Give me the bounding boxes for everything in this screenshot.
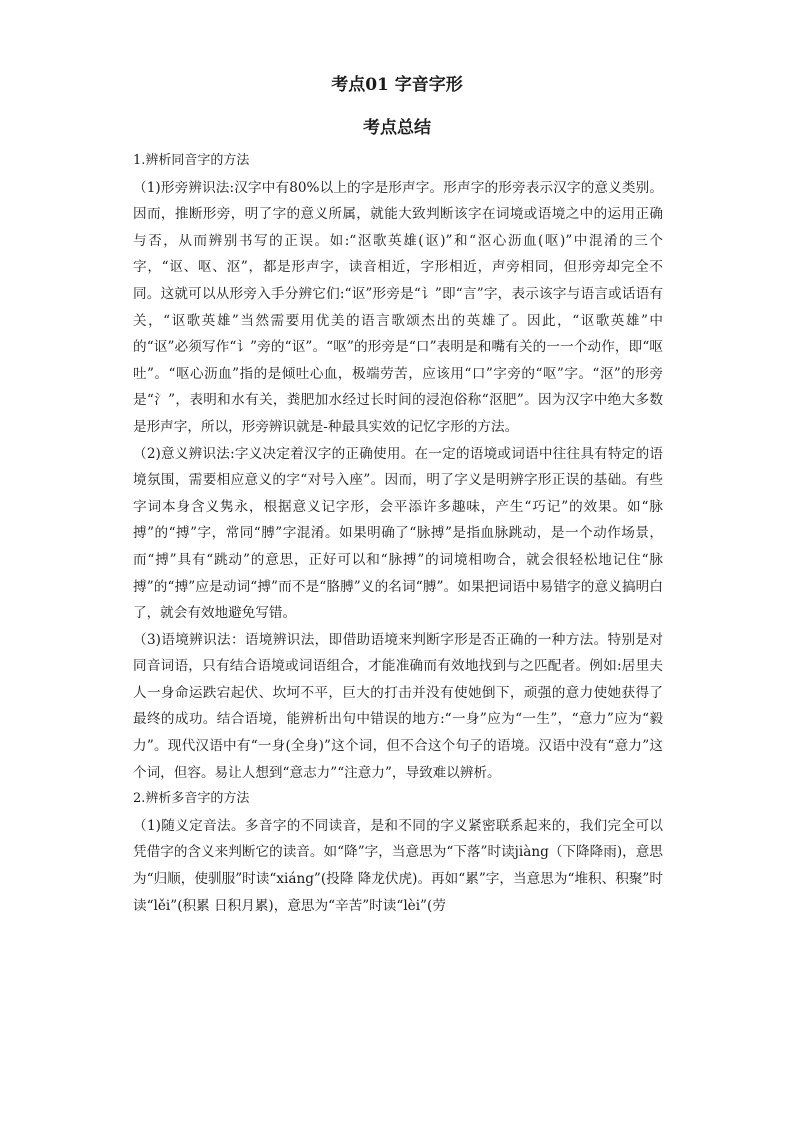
paragraph-meaning-pronunciation: （1)随义定音法。多音字的不同读音，是和不同的字义紧密联系起来的，我们完全可以凭借字的含义来判断它的读音。如“降”字，当意思为“下落”时读jiàng（下降降雨)，意思为“归顺，使驯服”时读“xiáng”(投降 降龙伏虎)。再如“累”字，当意思为“堆积、积聚”时读“lěi”(积累 日积月累)，意思为“辛苦”时读“lèi”(劳 — [133, 817, 663, 914]
section-heading-polyphones: 2.辨析多音字的方法 — [133, 791, 250, 807]
paragraph-radical-method: （1)形旁辨识法:汉字中有80%以上的字是形声字。形声字的形旁表示汉字的意义类别。因而，推断形旁，明了字的意义所属，就能大致判断该字在词境或语境之中的运用正确与否，从而辨别书写的正误。如:“沤歌英雄(讴)”和“沤心沥血(呕)”中混淆的三个字，“讴、呕、沤”，都是形声字，读音相近，字形相近，声旁相同，但形旁却完全不同。这就可以从形旁入手分辨它们:“讴”形旁是“讠”即“言”字，表示该字与语言或话语有关，“讴歌英雄”当然需要用优美的语言歌颂杰出的英雄了。因此，“讴歌英雄”中的“讴”必须写作“讠”旁的“讴”。“呕”的形旁是“口”表明是和嘴有关的一一个动作，即“呕吐”。“呕心沥血”指的是倾吐心血，极端劳苦，应该用“口”字旁的“呕”字。“沤”的形旁是“氵”，表明和水有关，粪肥加水经过长时间的浸泡俗称“沤肥”。因为汉字中绝大多数是形声字，所以，形旁辨识就是-种最具实效的记忆字形的方法。 — [133, 179, 663, 435]
document-body — [133, 148, 663, 919]
document-title: 考点01 字音字形 — [331, 75, 463, 95]
document-subtitle: 考点总结 — [363, 118, 431, 138]
section-heading-homophones: 1.辨析同音字的方法 — [133, 153, 250, 168]
paragraph-meaning-method: （2)意义辨识法:字义决定着汉字的正确使用。在一定的语境或词语中往往具有特定的语境氛围，需要相应意义的字“对号入座”。因而，明了字义是明辨字形正误的基础。有些字词本身含义隽永，根据意义记字形，会平添许多趣味，产生“巧记”的效果。如“脉搏”的“搏”字，常同“膊”字混淆。如果明确了“脉搏”是指血脉跳动，是一个动作场景，而“搏”具有“跳动”的意思，正好可以和“脉搏”的词境相吻合，就会很轻松地记住“脉搏”的“搏”应是动词“搏”而不是“胳膊”义的名词“膊”。如果把词语中易错字的意义搞明白了，就会有效地避免写错。 — [133, 445, 663, 622]
paragraph-context-method: （3)语境辨识法：语境辨识法，即借助语境来判断字形是否正确的一种方法。特别是对同音词语，只有结合语境或词语组合，才能准确而有效地找到与之匹配者。例如:居里夫人一身命运跌宕起伏、坎坷不平，巨大的打击并没有使她倒下，顽强的意力使她获得了最终的成功。结合语境，能辨析出句中错误的地方:“一身”应为“一生”，“意力”应为“毅力”。现代汉语中有“一身(全身)”这个词，但不合这个句子的语境。汉语中没有“意力”这个词，但容。易让人想到“意志力”“注意力”，导致难以辨析。 — [133, 631, 663, 781]
